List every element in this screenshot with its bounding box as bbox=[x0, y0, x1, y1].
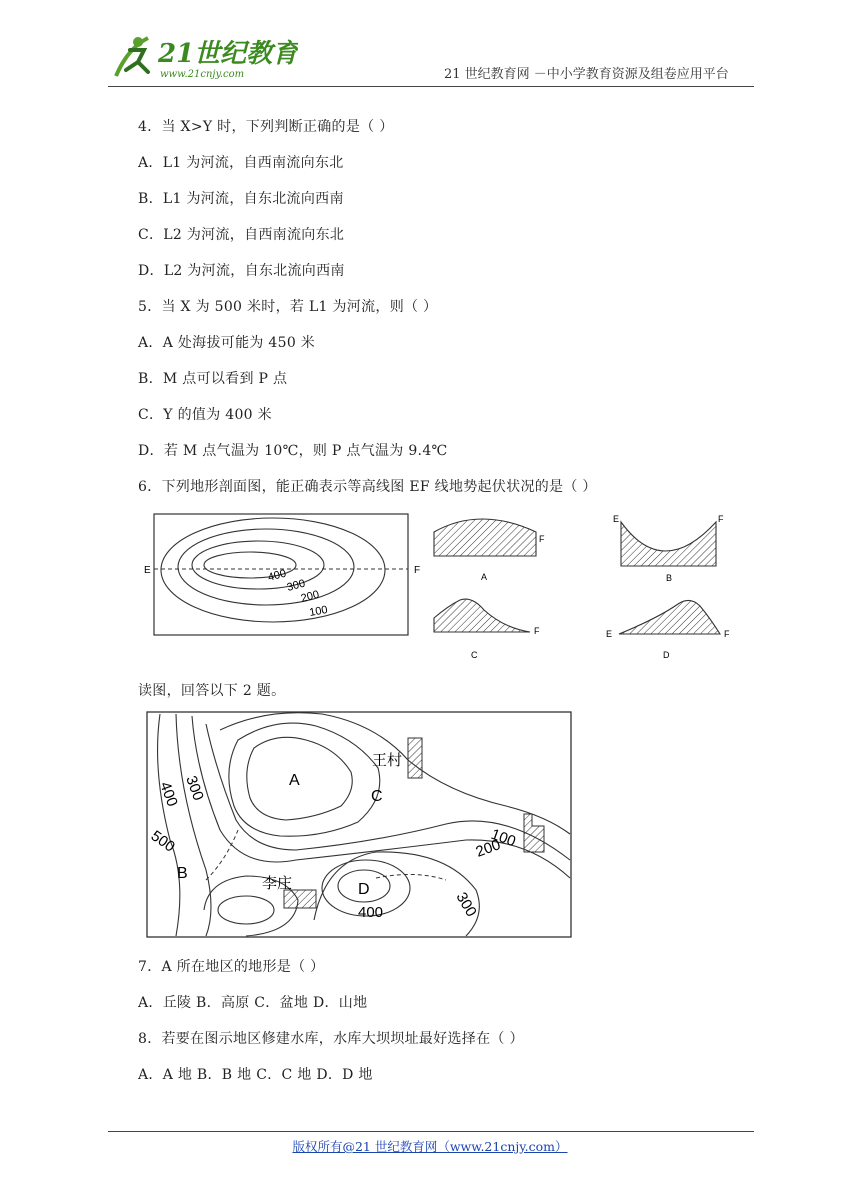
label-wangcun: 王村 bbox=[372, 752, 403, 769]
q5-option-d: D．若 M 点气温为 10℃，则 P 点气温为 9.4℃ bbox=[138, 443, 448, 459]
header-divider bbox=[108, 86, 754, 87]
contour-label-100: 100 bbox=[308, 603, 329, 619]
contour-label-200: 200 bbox=[299, 588, 321, 605]
q7-options: A．丘陵 B．高原 C．盆地 D．山地 bbox=[138, 995, 368, 1011]
svg-text:E: E bbox=[613, 514, 620, 524]
footer-divider bbox=[108, 1131, 754, 1132]
q4-stem: 4．当 X>Y 时，下列判断正确的是（ ） bbox=[138, 119, 394, 135]
q5-option-a: A．A 处海拔可能为 450 米 bbox=[138, 335, 316, 351]
contour-300-top bbox=[220, 713, 570, 834]
profile-a bbox=[434, 519, 536, 556]
site-logo bbox=[108, 28, 298, 82]
profile-b bbox=[621, 522, 716, 566]
svg-text:F: F bbox=[534, 626, 540, 636]
topo-label-300-east: 300 bbox=[452, 889, 480, 920]
topo-label-500: 500 bbox=[147, 827, 178, 856]
wangcun-block bbox=[408, 738, 422, 778]
svg-text:E: E bbox=[606, 629, 613, 639]
q4-option-c: C．L2 为河流，自西南流向东北 bbox=[138, 227, 345, 243]
svg-text:F: F bbox=[718, 514, 724, 524]
profile-label-a: A bbox=[481, 572, 488, 582]
profile-label-d: D bbox=[663, 650, 670, 660]
svg-text:F: F bbox=[724, 629, 730, 639]
q6-stem: 6．下列地形剖面图，能正确表示等高线图 EF 线地势起伏状况的是（ ） bbox=[138, 479, 597, 495]
runner-logo-icon bbox=[108, 28, 298, 82]
label-f: F bbox=[414, 565, 421, 576]
topo-label-300: 300 bbox=[182, 773, 207, 803]
point-b: B bbox=[177, 865, 188, 882]
topo-label-400-d: 400 bbox=[358, 904, 384, 921]
contour-profile-figure bbox=[138, 510, 738, 664]
q5-option-c: C．Y 的值为 400 米 bbox=[138, 407, 272, 423]
label-lizhuang: 李庄 bbox=[262, 875, 293, 892]
valley-line bbox=[206, 830, 238, 880]
topo-map-figure bbox=[146, 710, 574, 944]
point-c: C bbox=[371, 788, 383, 805]
q4-option-b: B．L1 为河流，自东北流向西南 bbox=[138, 191, 344, 207]
label-e: E bbox=[144, 565, 151, 576]
contour-500-left bbox=[158, 714, 180, 936]
svg-text:F: F bbox=[539, 534, 545, 544]
profile-c bbox=[434, 599, 530, 632]
q4-option-a: A．L1 为河流，自西南流向东北 bbox=[138, 155, 344, 171]
contour-d-3 bbox=[314, 852, 479, 936]
point-d: D bbox=[358, 881, 370, 898]
topo-label-400: 400 bbox=[156, 779, 181, 809]
logo-url: www.21cnjy.com bbox=[160, 69, 245, 80]
profile-label-c: C bbox=[471, 650, 478, 660]
contour-label-400: 400 bbox=[266, 567, 288, 584]
topo-label-100: 100 bbox=[488, 825, 518, 851]
contour-lizhuang-1 bbox=[218, 896, 274, 924]
q8-options: A．A 地 B．B 地 C．C 地 D．D 地 bbox=[138, 1067, 373, 1083]
q5-stem: 5．当 X 为 500 米时，若 L1 为河流，则（ ） bbox=[138, 299, 438, 315]
q4-option-d: D．L2 为河流，自东北流向西南 bbox=[138, 263, 345, 279]
q5-option-b: B．M 点可以看到 P 点 bbox=[138, 371, 288, 387]
logo-text: 21世纪教育 bbox=[158, 39, 298, 69]
site-title: 21 世纪教育网 －中小学教育资源及组卷应用平台 bbox=[444, 67, 729, 82]
q7-stem: 7．A 所在地区的地形是（ ） bbox=[138, 959, 325, 975]
contour-label-300: 300 bbox=[285, 577, 307, 594]
village-block-east bbox=[524, 814, 544, 852]
lizhuang-block bbox=[284, 890, 316, 908]
point-a: A bbox=[289, 772, 300, 789]
copyright-link[interactable]: 版权所有@21 世纪教育网（www.21cnjy.com） bbox=[292, 1139, 568, 1154]
profile-label-b: B bbox=[666, 573, 673, 583]
q8-stem: 8．若要在图示地区修建水库，水库大坝坝址最好选择在（ ） bbox=[138, 1031, 524, 1047]
intro-text: 读图，回答以下 2 题。 bbox=[138, 683, 286, 699]
profile-d bbox=[619, 600, 720, 634]
topo-label-200: 200 bbox=[473, 836, 503, 861]
